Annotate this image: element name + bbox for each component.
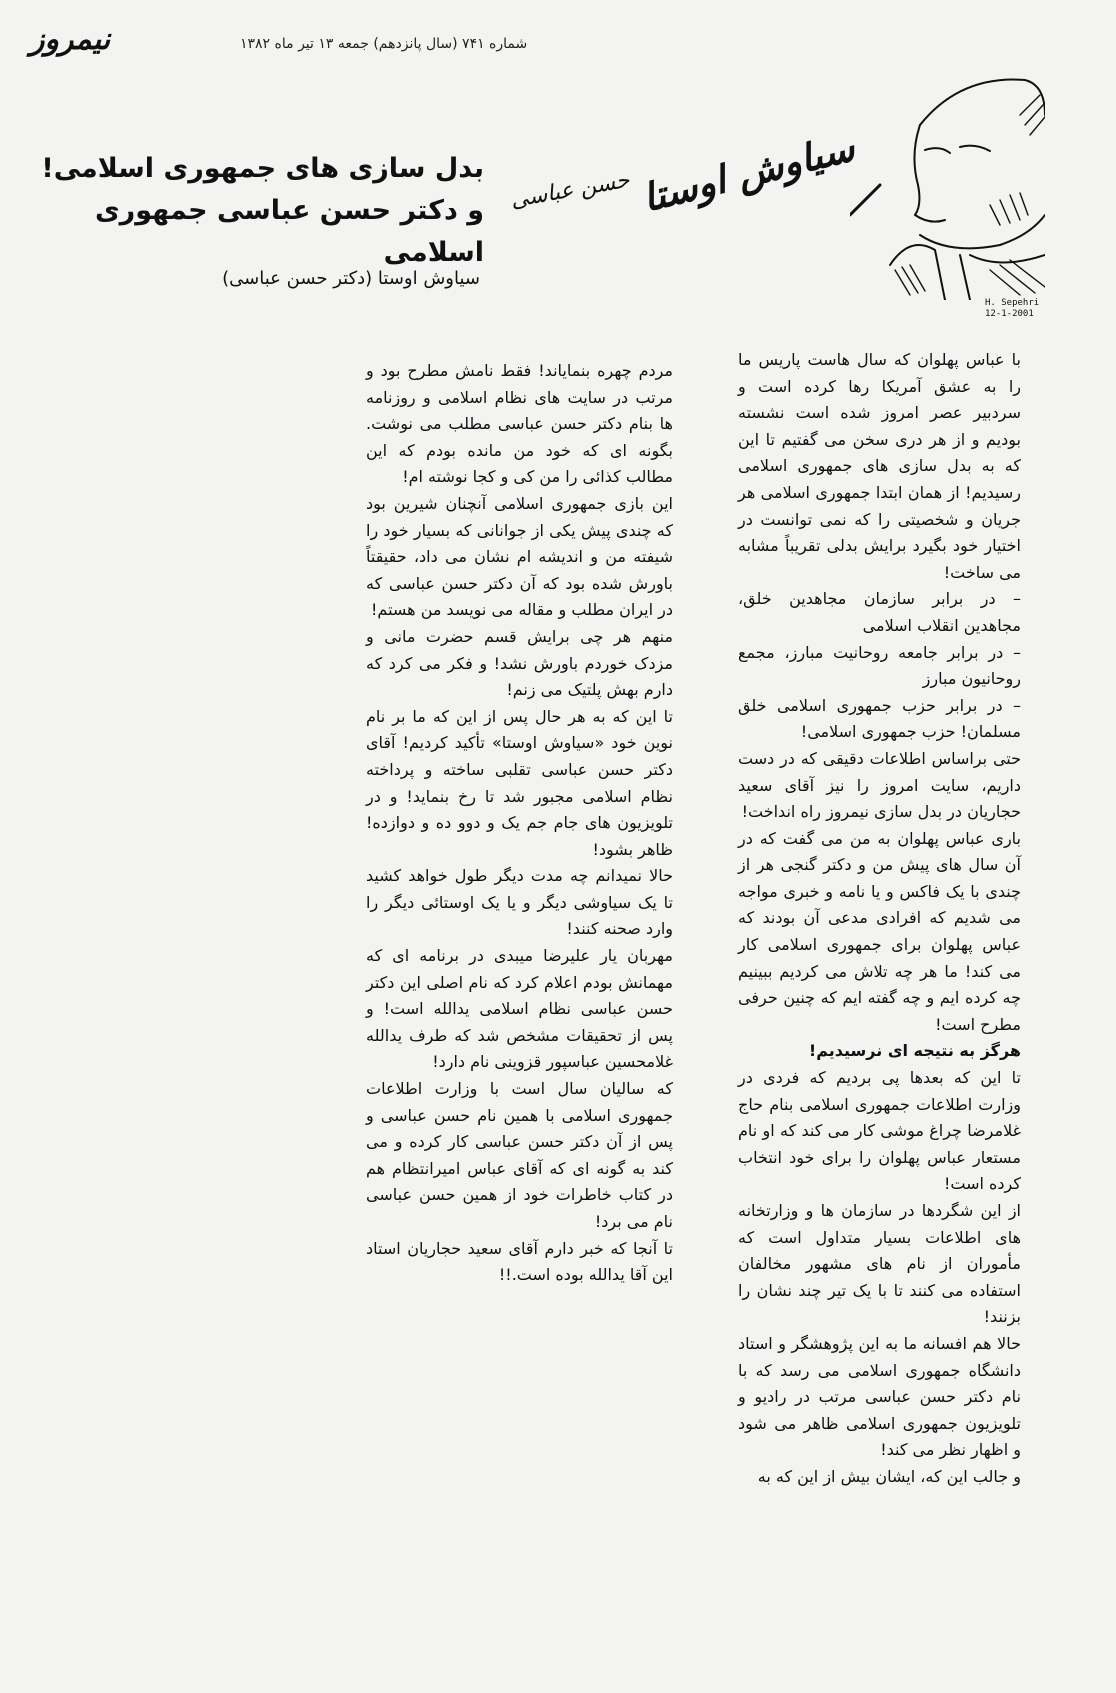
paragraph: با عباس پهلوان که سال هاست پاریس ما را به عشق آمریکا رها کرده است و سردبیر عصر امروز شده است نشسته بودیم و از هر دری سخن می گفتیم تا این که به بدل سازی های جمهوری اسلامی رسیدیم! از همان ابتدا جمهوری اسلامی هر جریان و شخصیتی را که نمی توانست در اختیار خود بگیرد برایش بدلی تقریباً مشابه می ساخت!	[738, 350, 1021, 582]
paragraph: حتی براساس اطلاعات دقیقی که در دست داریم، سایت امروز را نیز آقای سعید حجاریان در بدل سازی نیمروز راه انداخت!	[738, 748, 1021, 822]
calligraphy-name-siavash: سیاوش اوستا	[637, 124, 859, 221]
paragraph: که سالیان سال است با وزارت اطلاعات جمهوری اسلامی با همین نام حسن عباسی و پس از آن دکتر حسن عباسی کار کرده و می کند به گونه ای که آقای عباس امیرانتظام هم در کتاب خاطرات خود از همین حسن عباسی نام می برد!	[366, 1079, 673, 1231]
paragraph: حالا نمیدانم چه مدت دیگر طول خواهد کشید تا یک سیاوشی دیگر و یا یک اوستائی دیگر را وارد صحنه کنند!	[366, 866, 673, 939]
paragraph: – در برابر حزب جمهوری اسلامی خلق مسلمان! حزب جمهوری اسلامی!	[738, 695, 1021, 742]
artist-signature: H. Sepehri	[985, 298, 1040, 308]
portrait-sketch	[850, 55, 1045, 300]
paragraph: مردم چهره بنمایاند! فقط نامش مطرح بود و مرتب در سایت های نظام اسلامی و روزنامه ها بنام دکتر حسن عباسی مطلب می نوشت. بگونه ای که خود من مانده بودم که این مطالب کذائی را من کی و کجا نوشته ام!	[366, 361, 673, 487]
paragraph: تا این که به هر حال پس از این که ما بر نام نوین خود «سیاوش اوستا» تأکید کردیم! آقای دکتر حسن عباسی تقلبی ساخته و پرداخته نظام اسلامی مجبور شد تا رخ بنماید! و در تلویزیون های جام جم یک و دوو ده و دوازده! ظاهر بشود!	[366, 706, 673, 859]
article-headline	[14, 148, 484, 274]
paragraph: منهم هر چی برایش قسم حضرت مانی و مزدک خوردم باورش نشد! و فکر می کرد که دارم بهش پلتیک می زنم!	[366, 626, 673, 700]
article-byline: سیاوش اوستا (دکتر حسن عباسی)	[222, 268, 480, 289]
calligraphy-name-hassan: حسن عباسی	[508, 167, 632, 214]
paragraph: از این شگردها در سازمان ها و وزارتخانه های اطلاعات بسیار متداول است که مأموران از نام های مشهور مخالفان استفاده می کنند تا با یک تیر چند نشان را بزنند!	[738, 1201, 1021, 1327]
paragraph: و جالب این که، ایشان بیش از این که به	[757, 1466, 1021, 1486]
paragraph: تا این که بعدها پی بردیم که فردی در وزارت اطلاعات جمهوری اسلامی بنام حاج غلامرضا چراغ موشی کار می کند که او نام مستعار عباس پهلوان را برای خود انتخاب کرده است!	[738, 1068, 1021, 1194]
paragraph: مهربان یار علیرضا میبدی در برنامه ای که مهمانش بودم اعلام کرد که نام اصلی این دکتر حسن عباسی نظام اسلامی یدالله است! و پس از تحقیقات مشخص شد که طرف یدالله غلامحسین عباسپور قزوینی نام دارد!	[366, 946, 673, 1072]
headline-line-2: و دکتر حسن عباسی جمهوری اسلامی	[94, 195, 484, 268]
paragraph: حالا هم افسانه ما به این پژوهشگر و استاد دانشگاه جمهوری اسلامی می رسد که با نام دکتر حسن عباسی مرتب در رادیو و تلویزیون جمهوری اسلامی ظاهر می شود و اظهار نظر می کند!	[738, 1333, 1021, 1460]
paragraph: تا آنجا که خبر دارم آقای سعید حجاریان استاد این آقا یدالله بوده است.!!	[366, 1238, 673, 1285]
paragraph: این بازی جمهوری اسلامی آنچنان شیرین بود که چندی پیش یکی از جوانانی که بسیار خود را شیفته من و اندیشه ام نشان می داد، حقیقتاً باورش شده بود که آن دکتر حسن عباسی که در ایران مطلب و مقاله می نویسد من هستم!	[366, 493, 673, 620]
paragraph: – در برابر جامعه روحانیت مبارز، مجمع روحانیون مبارز	[738, 642, 1021, 689]
article-column-right	[738, 347, 1021, 1491]
newspaper-masthead: نیمروز	[30, 22, 111, 57]
paragraph: – در برابر سازمان مجاهدین خلق، مجاهدین انقلاب اسلامی	[738, 589, 1021, 635]
portrait-signature	[985, 298, 1039, 320]
issue-info: شماره ۷۴۱ (سال پانزدهم) جمعه ۱۳ تیر ماه ۱۳۸۲	[240, 36, 528, 52]
paragraph: باری عباس پهلوان به من می گفت که در آن سال های پیش من و دکتر گنجی هر از چندی با یک فاکس و یا نامه و خبری مواجه می شدیم که افرادی مدعی آن بودند که عباس پهلوان برای جمهوری اسلامی کار می کند! ما هر چه تلاش می کردیم ببینیم چه کرده ایم و چه گفته ایم که چنین حرفی مطرح است!	[738, 828, 1021, 1034]
paragraph-emphasis: هرگز به نتیجه ای نرسیدیم!	[808, 1041, 1021, 1061]
sketch-date: 12-1-2001	[985, 309, 1034, 319]
headline-line-1: بدل سازی های جمهوری اسلامی!	[41, 153, 484, 184]
article-column-middle	[366, 358, 673, 1289]
